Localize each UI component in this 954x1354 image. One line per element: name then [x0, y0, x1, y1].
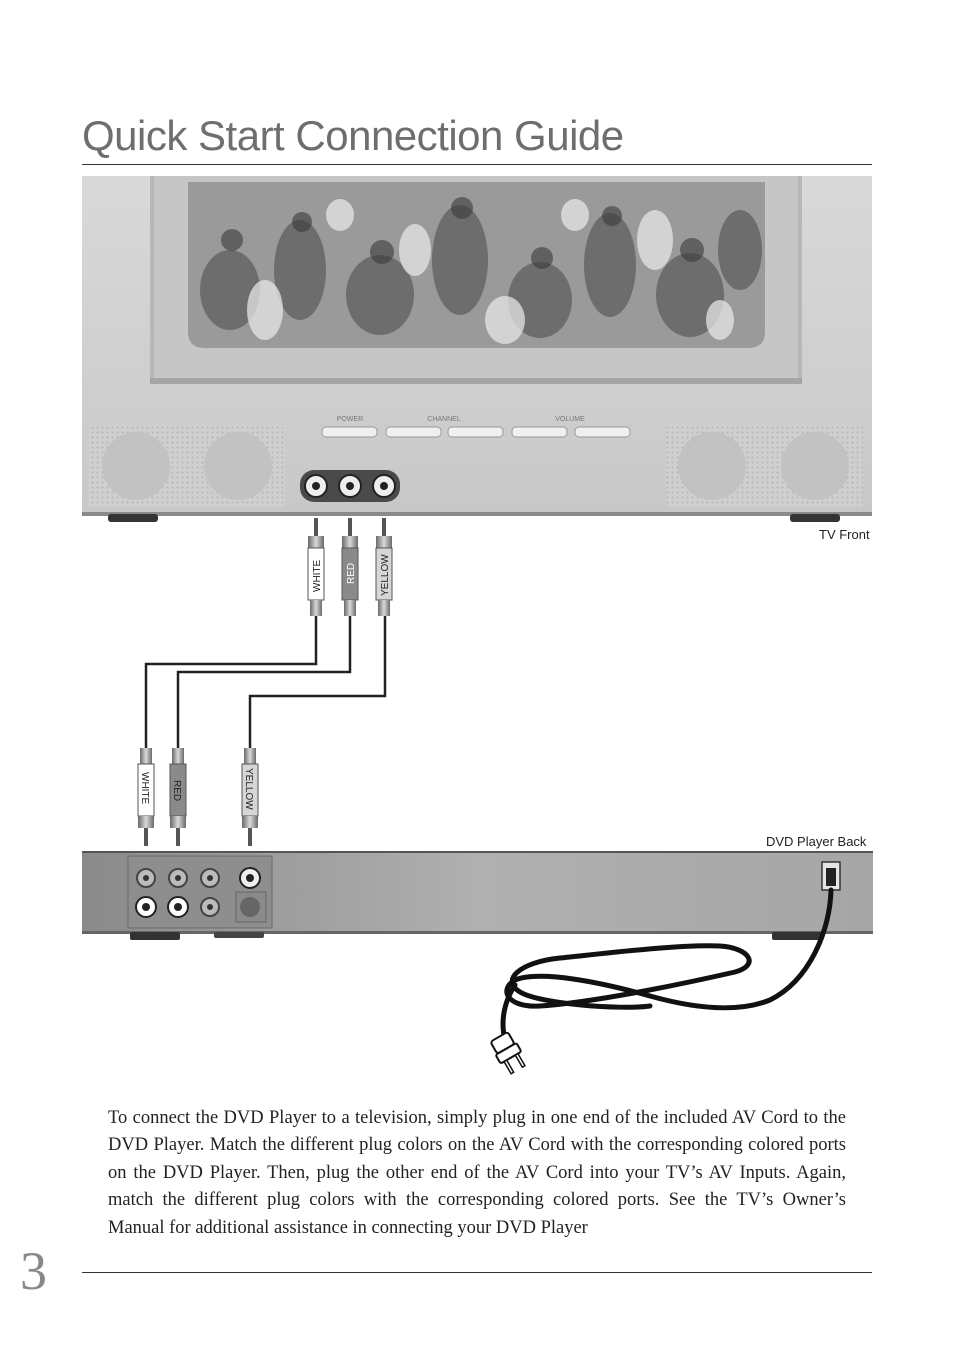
page-title: Quick Start Connection Guide [82, 112, 624, 159]
dvd-power-socket [822, 862, 840, 890]
volume-down-button [512, 427, 567, 437]
instructions-paragraph: To connect the DVD Player to a television, simply plug in one end of the included AV Cord to the DVD Player. Match the different plug colors on the AV Cord with the corresponding colored ports on the DVD Player. Then, plug the other end of the AV Cord into your TV’s AV Inputs. Again, match the different plug colors with the corresponding colored ports. See the TV’s Owner’s Manual for additional assistance in connecting your DVD Player [108, 1108, 846, 1238]
dvd-player-back [82, 851, 873, 940]
top-plug-label-yellow: YELLOW [380, 554, 391, 596]
channel-up-button [448, 427, 503, 437]
channel-button-label: CHANNEL [427, 416, 461, 423]
channel-down-button [386, 427, 441, 437]
top-plug-label-white: WHITE [312, 559, 323, 592]
tv-screen [188, 182, 765, 348]
volume-button-label: VOLUME [555, 416, 585, 423]
bottom-plug-label-red: RED [171, 780, 182, 802]
bottom-plug-label-yellow: YELLOW [243, 768, 254, 810]
av-cord-bottom-plugs [138, 748, 258, 846]
footer-rule [82, 1272, 872, 1273]
dvd-player-back-label: DVD Player Back [766, 834, 867, 849]
power-button-label: POWER [336, 416, 364, 423]
bottom-plug-label-white: WHITE [139, 772, 150, 805]
volume-up-button [575, 427, 630, 437]
tv-front-label: TV Front [819, 527, 870, 542]
tv-av-inputs [300, 470, 400, 502]
tv-front [82, 176, 872, 522]
av-cord-cables [146, 616, 385, 748]
power-plug [489, 1031, 529, 1076]
power-button [322, 427, 377, 437]
top-plug-label-red: RED [346, 562, 357, 584]
page-number: 3 [20, 1241, 47, 1301]
